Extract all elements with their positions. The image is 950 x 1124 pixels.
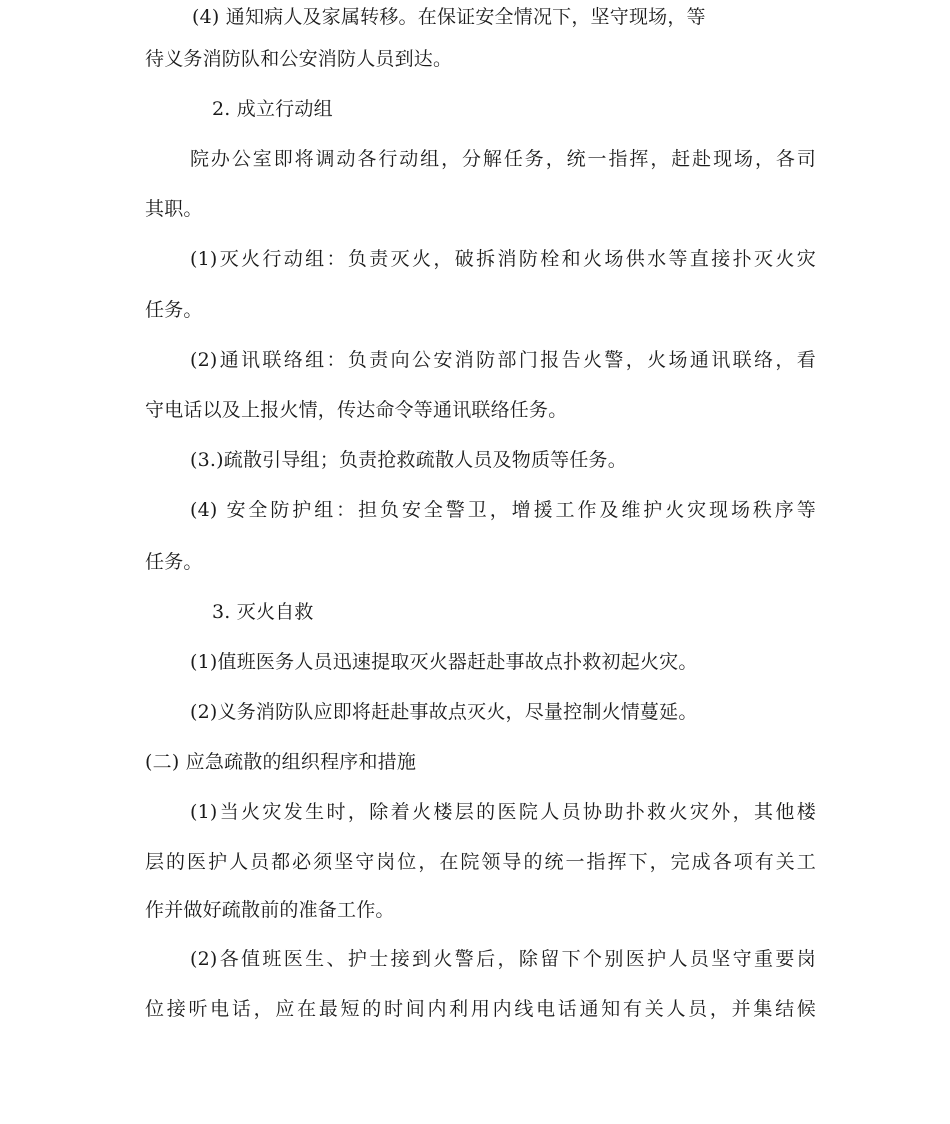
text-line: (4) 通知病人及家属转移。在保证安全情况下，坚守现场，等 <box>192 6 706 28</box>
text-line: (4) 安全防护组：担负安全警卫，增援工作及维护火灾现场秩序等 <box>190 499 816 521</box>
text-line: 任务。 <box>145 299 203 321</box>
text-line: 位接听电话，应在最短的时间内利用内线电话通知有关人员，并集结候 <box>145 998 816 1020</box>
text-line: 守电话以及上报火情，传达命令等通讯联络任务。 <box>145 399 568 421</box>
section-heading: (二) 应急疏散的组织程序和措施 <box>145 751 417 773</box>
text-line: 院办公室即将调动各行动组，分解任务，统一指挥，赶赴现场，各司 <box>190 148 816 170</box>
section-heading: 3. 灭火自救 <box>212 601 314 623</box>
text-line: 层的医护人员都必须坚守岗位，在院领导的统一指挥下，完成各项有关工 <box>145 851 816 873</box>
text-line: 待义务消防队和公安消防人员到达。 <box>145 48 453 70</box>
section-heading: 2. 成立行动组 <box>212 98 333 120</box>
text-line: (1)当火灾发生时，除着火楼层的医院人员协助扑救火灾外，其他楼 <box>190 801 816 823</box>
text-line: 任务。 <box>145 551 203 573</box>
text-line: (1)灭火行动组：负责灭火，破拆消防栓和火场供水等直接扑灭火灾 <box>190 248 816 270</box>
text-line: (2)义务消防队应即将赶赴事故点灭火，尽量控制火情蔓延。 <box>190 701 698 723</box>
text-line: (2)各值班医生、护士接到火警后，除留下个别医护人员坚守重要岗 <box>190 948 816 970</box>
text-line: (2)通讯联络组：负责向公安消防部门报告火警，火场通讯联络，看 <box>190 349 816 371</box>
text-line: (1)值班医务人员迅速提取灭火器赶赴事故点扑救初起火灾。 <box>190 651 698 673</box>
text-line: (3.)疏散引导组；负责抢救疏散人员及物质等任务。 <box>190 449 627 471</box>
text-line: 作并做好疏散前的准备工作。 <box>145 899 395 921</box>
text-line: 其职。 <box>145 198 203 220</box>
